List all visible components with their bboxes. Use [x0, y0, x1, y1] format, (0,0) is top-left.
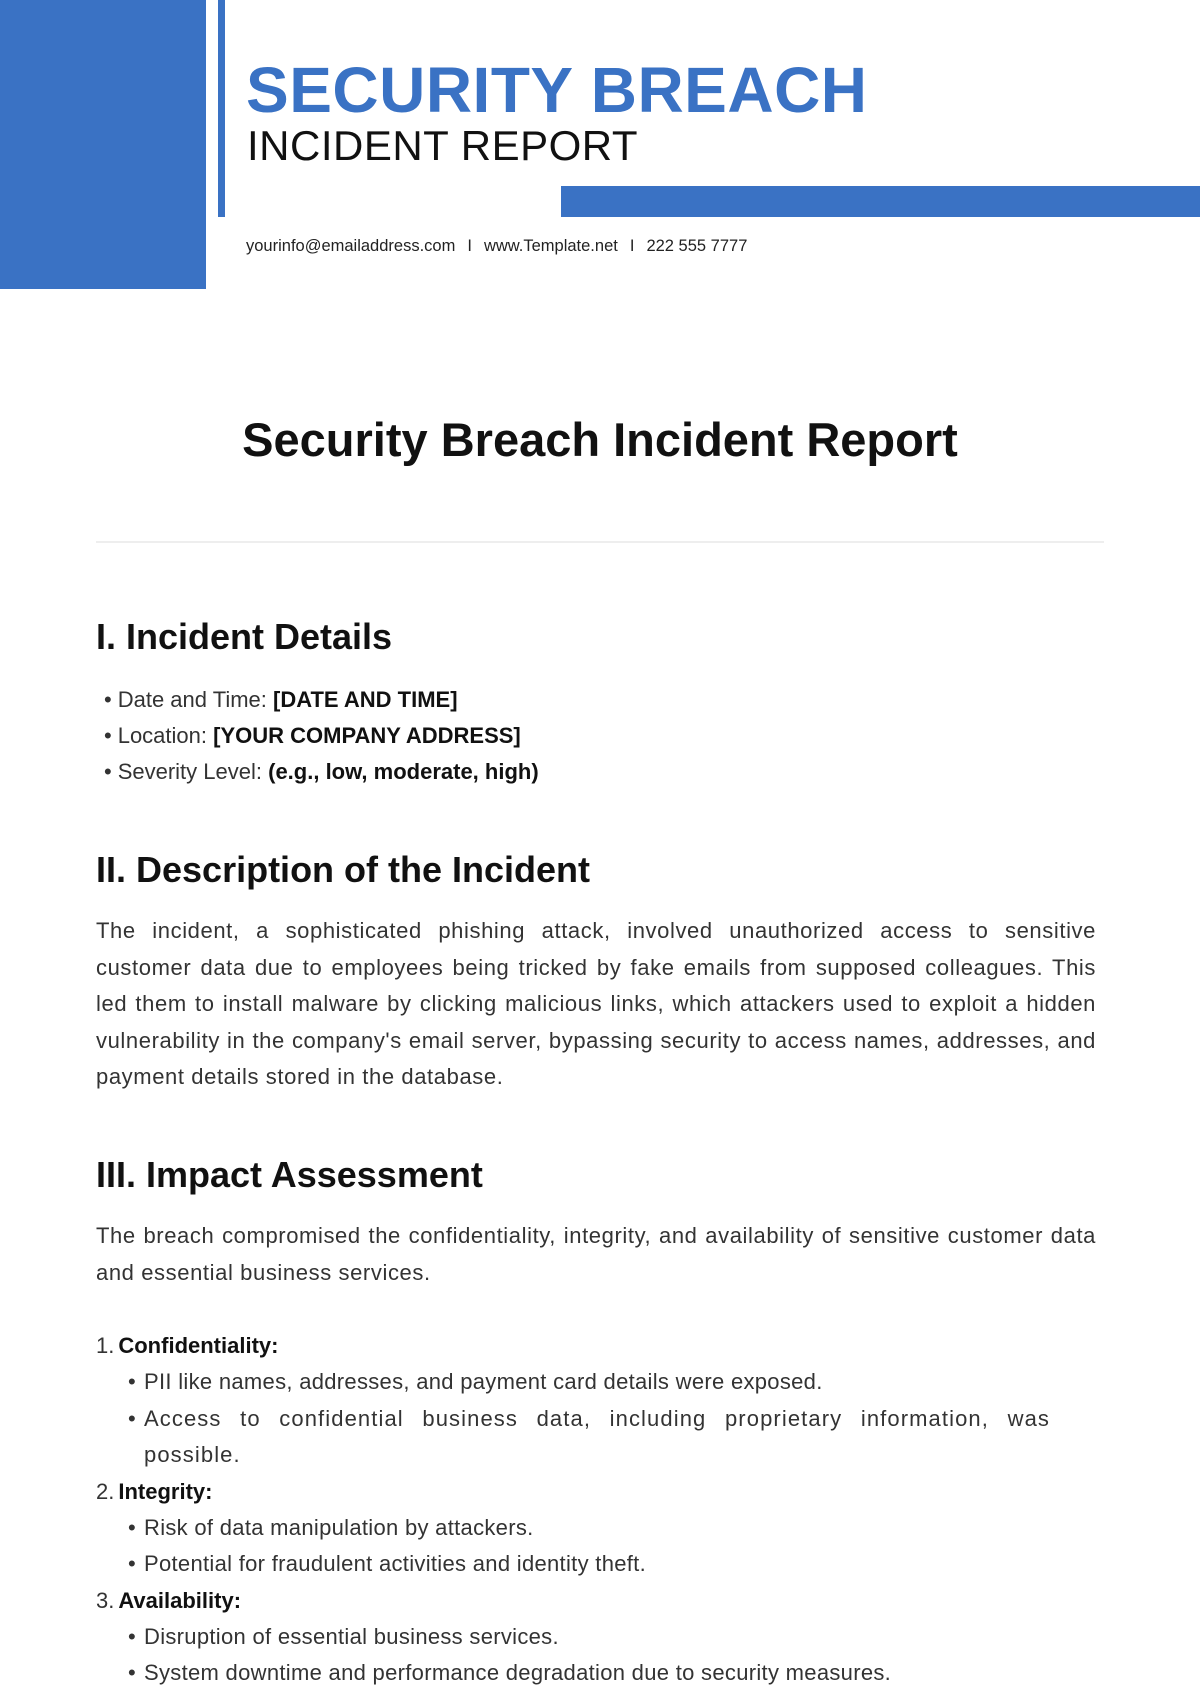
list-item: • Risk of data manipulation by attackers.: [128, 1510, 1100, 1547]
description-paragraph: The incident, a sophisticated phishing attack, involved unauthorized access to sensitive customer data due to employees being tricked by fake emails from supposed colleagues. This led them to install malware by clicking malicious links, which attackers used to exploit a hidden vulnerability in the company's email server, bypassing security to access names, addresses, and payment details stored in the database.: [96, 918, 1096, 1089]
detail-label: Date and Time:: [117, 687, 267, 712]
item-number: 1.: [96, 1333, 115, 1358]
detail-value: (e.g., low, moderate, high): [268, 759, 539, 784]
item-number: 2.: [96, 1478, 115, 1504]
list-item: [96, 1328, 1100, 1474]
list-item: [104, 718, 539, 754]
item-label: Integrity:: [118, 1478, 213, 1504]
title-divider: [96, 541, 1104, 543]
section-heading-impact-assessment: III. Impact Assessment: [96, 1154, 483, 1195]
sub-list: [96, 1364, 1100, 1474]
list-item: [104, 754, 539, 790]
list-item: [96, 1474, 1100, 1583]
detail-label: Location:: [117, 723, 207, 748]
header-title: SECURITY BREACH: [246, 54, 868, 126]
section-heading-incident-details: I. Incident Details: [96, 616, 393, 657]
detail-value: [DATE AND TIME]: [273, 687, 458, 712]
item-number: 3.: [96, 1587, 115, 1613]
header-subtitle: INCIDENT REPORT: [247, 122, 638, 169]
sub-list: [96, 1619, 1100, 1692]
impact-intro-paragraph: The breach compromised the confidentiality, integrity, and availability of sensitive customer data and essential business services.: [96, 1223, 1096, 1285]
detail-label: Severity Level:: [117, 759, 262, 784]
incident-details-list: [104, 682, 539, 790]
list-item: • Potential for fraudulent activities and identity theft.: [128, 1546, 1100, 1583]
document-title: Security Breach Incident Report: [242, 413, 958, 466]
sub-list: [96, 1510, 1100, 1583]
section-heading-description: II. Description of the Incident: [96, 849, 591, 890]
list-item: • PII like names, addresses, and payment card details were exposed.: [128, 1364, 1100, 1401]
detail-value: [YOUR COMPANY ADDRESS]: [213, 723, 521, 748]
list-item: [96, 1583, 1100, 1692]
item-label: Availability:: [118, 1587, 242, 1613]
impact-numbered-list: [96, 1328, 1100, 1692]
header-accent-horizontal-bar: [561, 186, 1200, 217]
header-accent-block: [0, 0, 206, 289]
header-accent-vertical-line: [218, 0, 225, 217]
list-item: • Disruption of essential business services.: [128, 1619, 1100, 1656]
contact-phone: 222 555 7777: [646, 237, 748, 255]
contact-email: yourinfo@emailaddress.com: [246, 237, 456, 255]
contact-website: www.Template.net: [483, 237, 618, 255]
item-label: Confidentiality:: [118, 1333, 279, 1358]
list-item: • System downtime and performance degradation due to security measures.: [128, 1655, 1100, 1692]
contact-separator: I: [629, 237, 635, 255]
list-item: • Access to confidential business data, including proprietary information, was possible.: [128, 1401, 1100, 1474]
list-item: [104, 682, 539, 718]
contact-separator: I: [467, 237, 472, 255]
contact-line: [246, 237, 747, 256]
